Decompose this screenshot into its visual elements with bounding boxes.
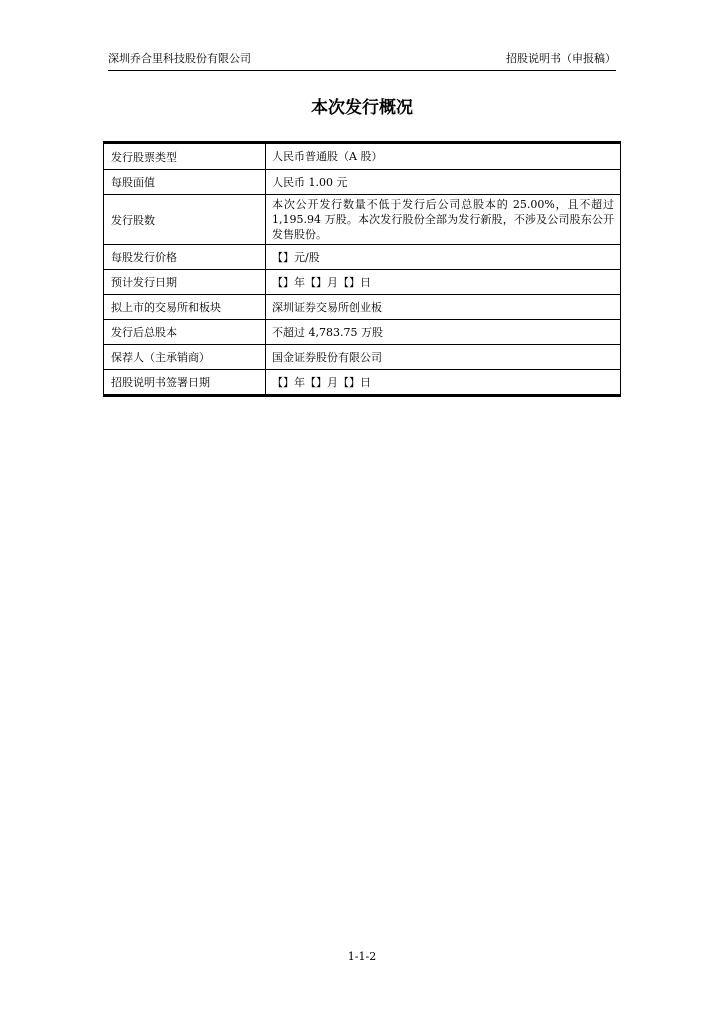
- page-header: [108, 50, 616, 71]
- row-label: 发行后总股本: [104, 320, 266, 344]
- row-value: 人民币普通股（A 股）: [272, 150, 383, 163]
- row-value: 人民币 1.00 元: [272, 175, 348, 189]
- row-value: 本次公开发行数量不低于发行后公司总股本的 25.00%，且不超过 1,195.94 万股。本次发行股份全部为发行新股，不涉及公司股东公开发售股份。: [272, 198, 614, 241]
- row-value: 【】元/股: [272, 250, 320, 264]
- row-label: 每股发行价格: [104, 245, 266, 269]
- row-label: 拟上市的交易所和板块: [104, 295, 266, 319]
- row-value: 不超过 4,783.75 万股: [272, 325, 383, 339]
- table-row: [104, 244, 620, 269]
- row-value: 【】年【】月【】日: [272, 375, 371, 389]
- table-row: [104, 269, 620, 294]
- table-row: [104, 294, 620, 319]
- row-value: 【】年【】月【】日: [272, 275, 371, 289]
- table-row: [104, 194, 620, 244]
- table-row: [104, 144, 620, 169]
- row-label: 每股面值: [104, 170, 266, 194]
- table-row: [104, 369, 620, 394]
- row-value: 深圳证券交易所创业板: [272, 300, 382, 314]
- company-name: 深圳乔合里科技股份有限公司: [108, 52, 251, 65]
- offering-overview-table: [103, 141, 621, 397]
- table-row: [104, 344, 620, 369]
- row-label: 招股说明书签署日期: [104, 370, 266, 394]
- table-row: [104, 169, 620, 194]
- row-label: 预计发行日期: [104, 270, 266, 294]
- row-label: 发行股票类型: [104, 144, 266, 169]
- row-label: 保荐人（主承销商）: [104, 345, 266, 369]
- row-value: 国金证券股份有限公司: [272, 350, 382, 364]
- table-row: [104, 319, 620, 344]
- document-name: 招股说明书（申报稿）: [506, 52, 616, 65]
- page-number: 1-1-2: [347, 950, 377, 963]
- row-label: 发行股数: [104, 195, 266, 244]
- page-title: 本次发行概况: [311, 98, 413, 118]
